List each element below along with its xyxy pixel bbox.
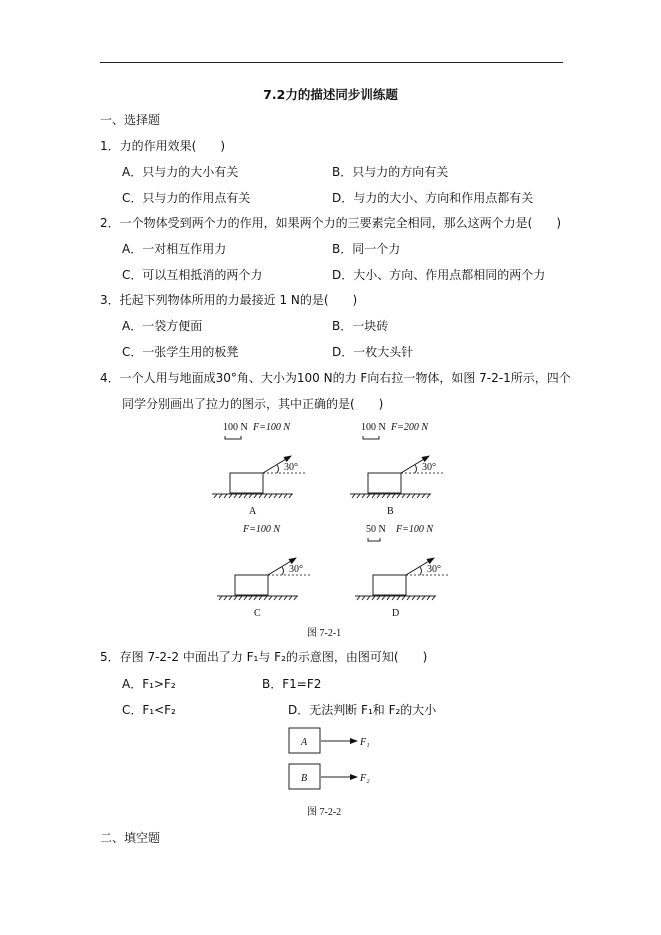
box-b-label: B <box>301 773 308 784</box>
figure-caption: 图 7-2-1 <box>307 628 342 639</box>
option: C．F₁<F₂ <box>122 703 176 717</box>
option: D．一枚大头针 <box>332 345 414 359</box>
f2-label: F₂ <box>360 773 370 784</box>
scale-label: 100 N <box>223 422 248 433</box>
panel-label: C <box>254 608 261 619</box>
option: B．只与力的方向有关 <box>332 165 449 179</box>
section-heading: 一、选择题 <box>100 113 161 127</box>
question-4: 4．一个人用与地面成30°角、大小为100 N的力 F向右拉一物体，如图 7-2-1所示，四个 <box>100 371 571 385</box>
force-label: F=100 N <box>243 524 281 535</box>
force-label: F=200 N <box>391 422 429 433</box>
angle-label: 30° <box>422 462 436 473</box>
panel-label: A <box>249 506 257 517</box>
option: C．只与力的作用点有关 <box>122 191 251 205</box>
angle-label: 30° <box>284 462 298 473</box>
f1-label: F₁ <box>360 737 370 748</box>
option: B．一块砖 <box>332 319 389 333</box>
option: A．一袋方便面 <box>122 319 203 333</box>
box-a-label: A <box>301 737 308 748</box>
angle-label: 30° <box>427 564 441 575</box>
question-4-cont: 同学分别画出了拉力的图示，其中正确的是( ) <box>122 397 384 411</box>
panel-label: B <box>387 506 394 517</box>
scale-label: 50 N <box>366 524 386 535</box>
force-label: F=100 N <box>253 422 291 433</box>
section-heading: 二、填空题 <box>100 831 161 845</box>
angle-label: 30° <box>289 564 303 575</box>
option: A．F₁>F₂ <box>122 677 176 691</box>
question-2: 2．一个物体受到两个力的作用，如果两个力的三要素完全相同，那么这两个力是( ) <box>100 216 562 230</box>
option: D．大小、方向、作用点都相同的两个力 <box>332 268 546 282</box>
option: C．一张学生用的板凳 <box>122 345 239 359</box>
force-label: F=100 N <box>396 524 434 535</box>
option: D．与力的大小、方向和作用点都有关 <box>332 191 534 205</box>
option: A．只与力的大小有关 <box>122 165 239 179</box>
option: B．同一个力 <box>332 242 401 256</box>
option: B．F1=F2 <box>262 677 322 691</box>
page-title: 7.2力的描述同步训练题 <box>263 87 398 102</box>
scale-label: 100 N <box>361 422 386 433</box>
question-1: 1．力的作用效果( ) <box>100 139 225 153</box>
figure-caption: 图 7-2-2 <box>307 807 342 818</box>
question-3: 3．托起下列物体所用的力最接近 1 N的是( ) <box>100 293 358 307</box>
question-5: 5．存图 7-2-2 中面出了力 F₁与 F₂的示意图，由图可知( ) <box>100 650 428 664</box>
option: D．无法判断 F₁和 F₂的大小 <box>288 703 437 717</box>
option: A．一对相互作用力 <box>122 242 227 256</box>
panel-label: D <box>392 608 400 619</box>
option: C．可以互相抵消的两个力 <box>122 268 263 282</box>
